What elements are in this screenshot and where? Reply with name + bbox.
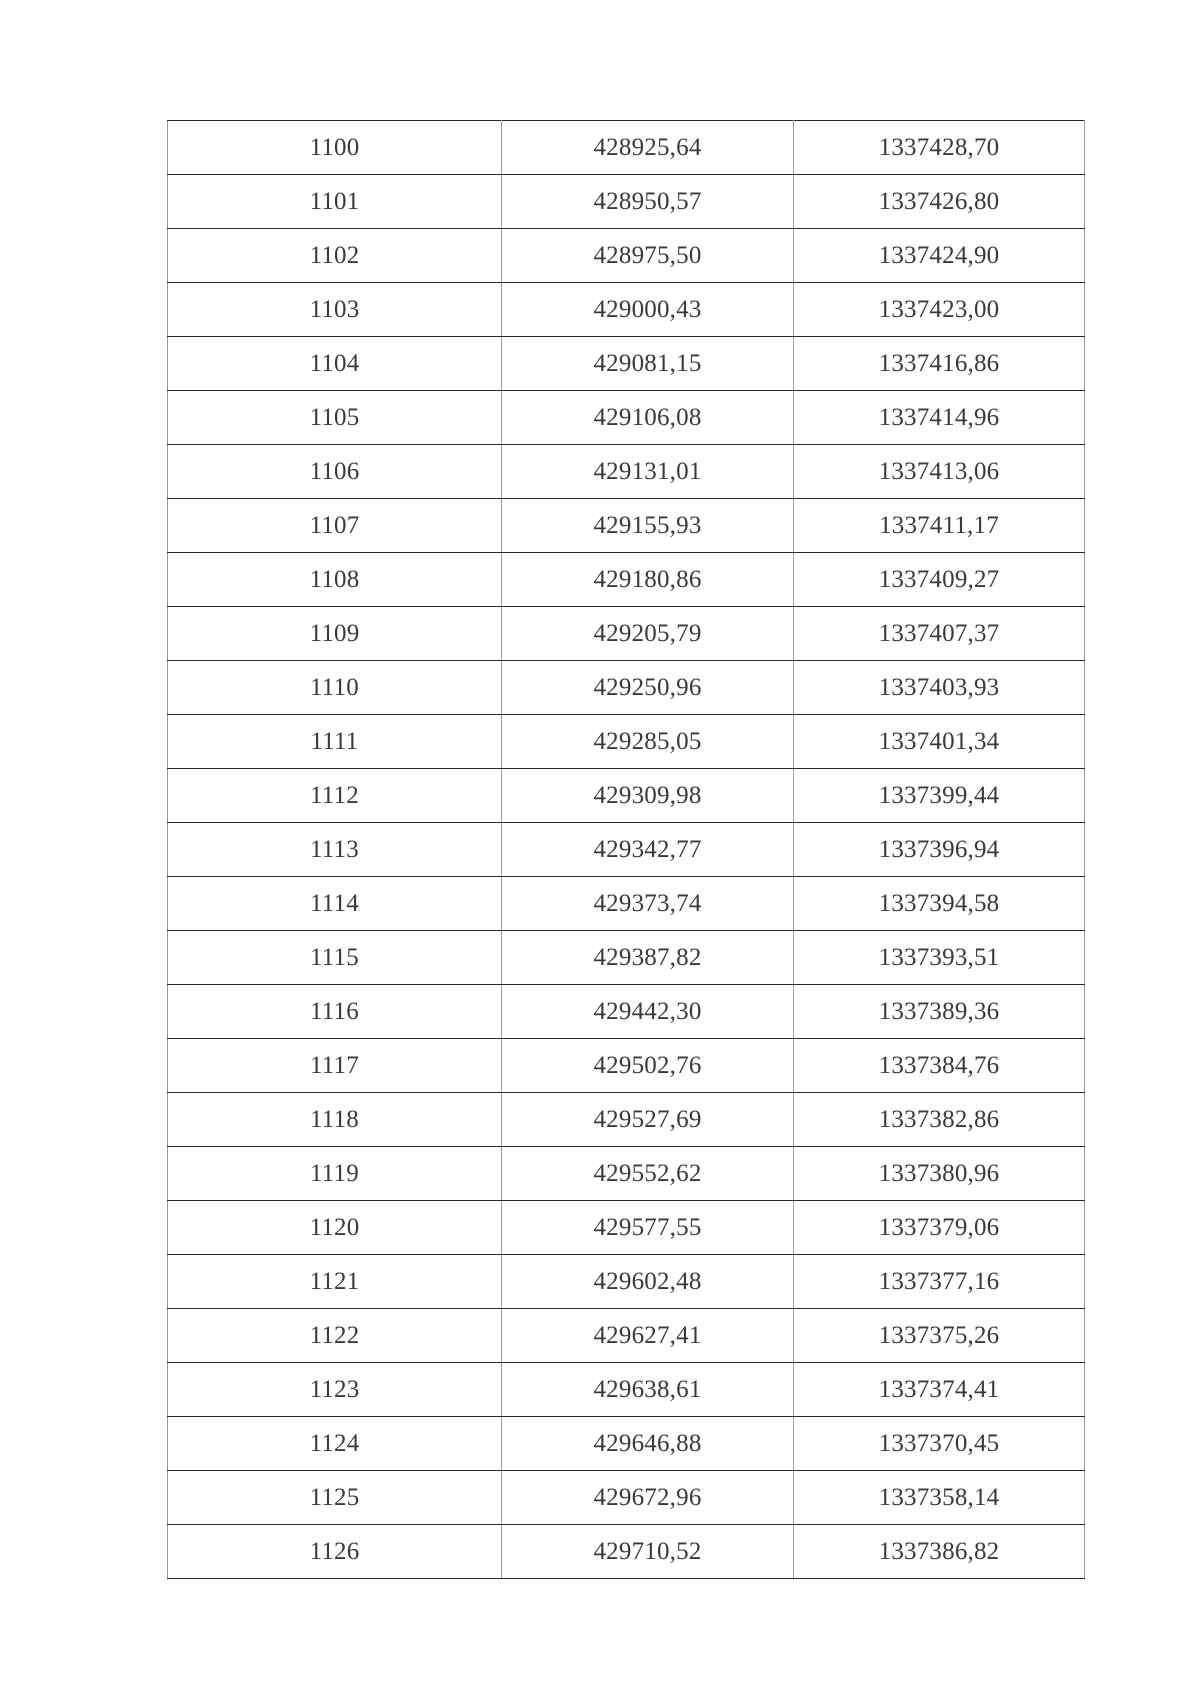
table-row (168, 823, 1085, 877)
point-number-cell: 1118 (168, 1093, 502, 1147)
x-coordinate-cell: 429638,61 (502, 1363, 794, 1417)
coordinates-table-body (168, 121, 1085, 1579)
y-coordinate-cell: 1337416,86 (794, 337, 1085, 391)
y-coordinate-cell: 1337426,80 (794, 175, 1085, 229)
table-row (168, 553, 1085, 607)
point-number-cell: 1122 (168, 1309, 502, 1363)
table-row (168, 607, 1085, 661)
y-coordinate-cell: 1337389,36 (794, 985, 1085, 1039)
x-coordinate-cell: 429552,62 (502, 1147, 794, 1201)
point-number-cell: 1102 (168, 229, 502, 283)
table-row (168, 985, 1085, 1039)
x-coordinate-cell: 429602,48 (502, 1255, 794, 1309)
y-coordinate-cell: 1337414,96 (794, 391, 1085, 445)
point-number-cell: 1105 (168, 391, 502, 445)
y-coordinate-cell: 1337396,94 (794, 823, 1085, 877)
point-number-cell: 1121 (168, 1255, 502, 1309)
x-coordinate-cell: 429710,52 (502, 1525, 794, 1579)
y-coordinate-cell: 1337393,51 (794, 931, 1085, 985)
point-number-cell: 1120 (168, 1201, 502, 1255)
y-coordinate-cell: 1337370,45 (794, 1417, 1085, 1471)
x-coordinate-cell: 429250,96 (502, 661, 794, 715)
point-number-cell: 1124 (168, 1417, 502, 1471)
point-number-cell: 1125 (168, 1471, 502, 1525)
table-row (168, 1309, 1085, 1363)
point-number-cell: 1117 (168, 1039, 502, 1093)
table-row (168, 337, 1085, 391)
point-number-cell: 1114 (168, 877, 502, 931)
x-coordinate-cell: 428925,64 (502, 121, 794, 175)
x-coordinate-cell: 429442,30 (502, 985, 794, 1039)
table-row (168, 1093, 1085, 1147)
table-row (168, 121, 1085, 175)
table-row (168, 1363, 1085, 1417)
point-number-cell: 1110 (168, 661, 502, 715)
point-number-cell: 1115 (168, 931, 502, 985)
y-coordinate-cell: 1337379,06 (794, 1201, 1085, 1255)
x-coordinate-cell: 429081,15 (502, 337, 794, 391)
y-coordinate-cell: 1337409,27 (794, 553, 1085, 607)
point-number-cell: 1113 (168, 823, 502, 877)
point-number-cell: 1104 (168, 337, 502, 391)
x-coordinate-cell: 429502,76 (502, 1039, 794, 1093)
x-coordinate-cell: 429180,86 (502, 553, 794, 607)
y-coordinate-cell: 1337407,37 (794, 607, 1085, 661)
point-number-cell: 1109 (168, 607, 502, 661)
table-row (168, 391, 1085, 445)
table-row (168, 283, 1085, 337)
x-coordinate-cell: 429342,77 (502, 823, 794, 877)
x-coordinate-cell: 428950,57 (502, 175, 794, 229)
table-row (168, 661, 1085, 715)
table-row (168, 715, 1085, 769)
point-number-cell: 1123 (168, 1363, 502, 1417)
table-row (168, 1417, 1085, 1471)
point-number-cell: 1101 (168, 175, 502, 229)
x-coordinate-cell: 429527,69 (502, 1093, 794, 1147)
x-coordinate-cell: 429646,88 (502, 1417, 794, 1471)
table-row (168, 175, 1085, 229)
x-coordinate-cell: 429155,93 (502, 499, 794, 553)
x-coordinate-cell: 429131,01 (502, 445, 794, 499)
y-coordinate-cell: 1337413,06 (794, 445, 1085, 499)
table-row (168, 877, 1085, 931)
y-coordinate-cell: 1337377,16 (794, 1255, 1085, 1309)
y-coordinate-cell: 1337380,96 (794, 1147, 1085, 1201)
point-number-cell: 1107 (168, 499, 502, 553)
y-coordinate-cell: 1337384,76 (794, 1039, 1085, 1093)
y-coordinate-cell: 1337374,41 (794, 1363, 1085, 1417)
table-row (168, 769, 1085, 823)
y-coordinate-cell: 1337358,14 (794, 1471, 1085, 1525)
y-coordinate-cell: 1337424,90 (794, 229, 1085, 283)
point-number-cell: 1103 (168, 283, 502, 337)
x-coordinate-cell: 429309,98 (502, 769, 794, 823)
y-coordinate-cell: 1337394,58 (794, 877, 1085, 931)
table-row (168, 1201, 1085, 1255)
y-coordinate-cell: 1337399,44 (794, 769, 1085, 823)
x-coordinate-cell: 429106,08 (502, 391, 794, 445)
table-row (168, 1525, 1085, 1579)
y-coordinate-cell: 1337375,26 (794, 1309, 1085, 1363)
point-number-cell: 1116 (168, 985, 502, 1039)
point-number-cell: 1106 (168, 445, 502, 499)
point-number-cell: 1111 (168, 715, 502, 769)
x-coordinate-cell: 429285,05 (502, 715, 794, 769)
x-coordinate-cell: 429205,79 (502, 607, 794, 661)
x-coordinate-cell: 429373,74 (502, 877, 794, 931)
x-coordinate-cell: 429577,55 (502, 1201, 794, 1255)
point-number-cell: 1112 (168, 769, 502, 823)
x-coordinate-cell: 429387,82 (502, 931, 794, 985)
y-coordinate-cell: 1337403,93 (794, 661, 1085, 715)
table-row (168, 1039, 1085, 1093)
table-row (168, 229, 1085, 283)
y-coordinate-cell: 1337382,86 (794, 1093, 1085, 1147)
x-coordinate-cell: 429627,41 (502, 1309, 794, 1363)
table-row (168, 1255, 1085, 1309)
coordinates-table (167, 120, 1085, 1579)
table-row (168, 499, 1085, 553)
point-number-cell: 1100 (168, 121, 502, 175)
y-coordinate-cell: 1337386,82 (794, 1525, 1085, 1579)
point-number-cell: 1126 (168, 1525, 502, 1579)
x-coordinate-cell: 428975,50 (502, 229, 794, 283)
y-coordinate-cell: 1337423,00 (794, 283, 1085, 337)
y-coordinate-cell: 1337428,70 (794, 121, 1085, 175)
point-number-cell: 1119 (168, 1147, 502, 1201)
table-row (168, 931, 1085, 985)
y-coordinate-cell: 1337401,34 (794, 715, 1085, 769)
x-coordinate-cell: 429000,43 (502, 283, 794, 337)
table-row (168, 1471, 1085, 1525)
y-coordinate-cell: 1337411,17 (794, 499, 1085, 553)
x-coordinate-cell: 429672,96 (502, 1471, 794, 1525)
table-row (168, 445, 1085, 499)
point-number-cell: 1108 (168, 553, 502, 607)
table-row (168, 1147, 1085, 1201)
